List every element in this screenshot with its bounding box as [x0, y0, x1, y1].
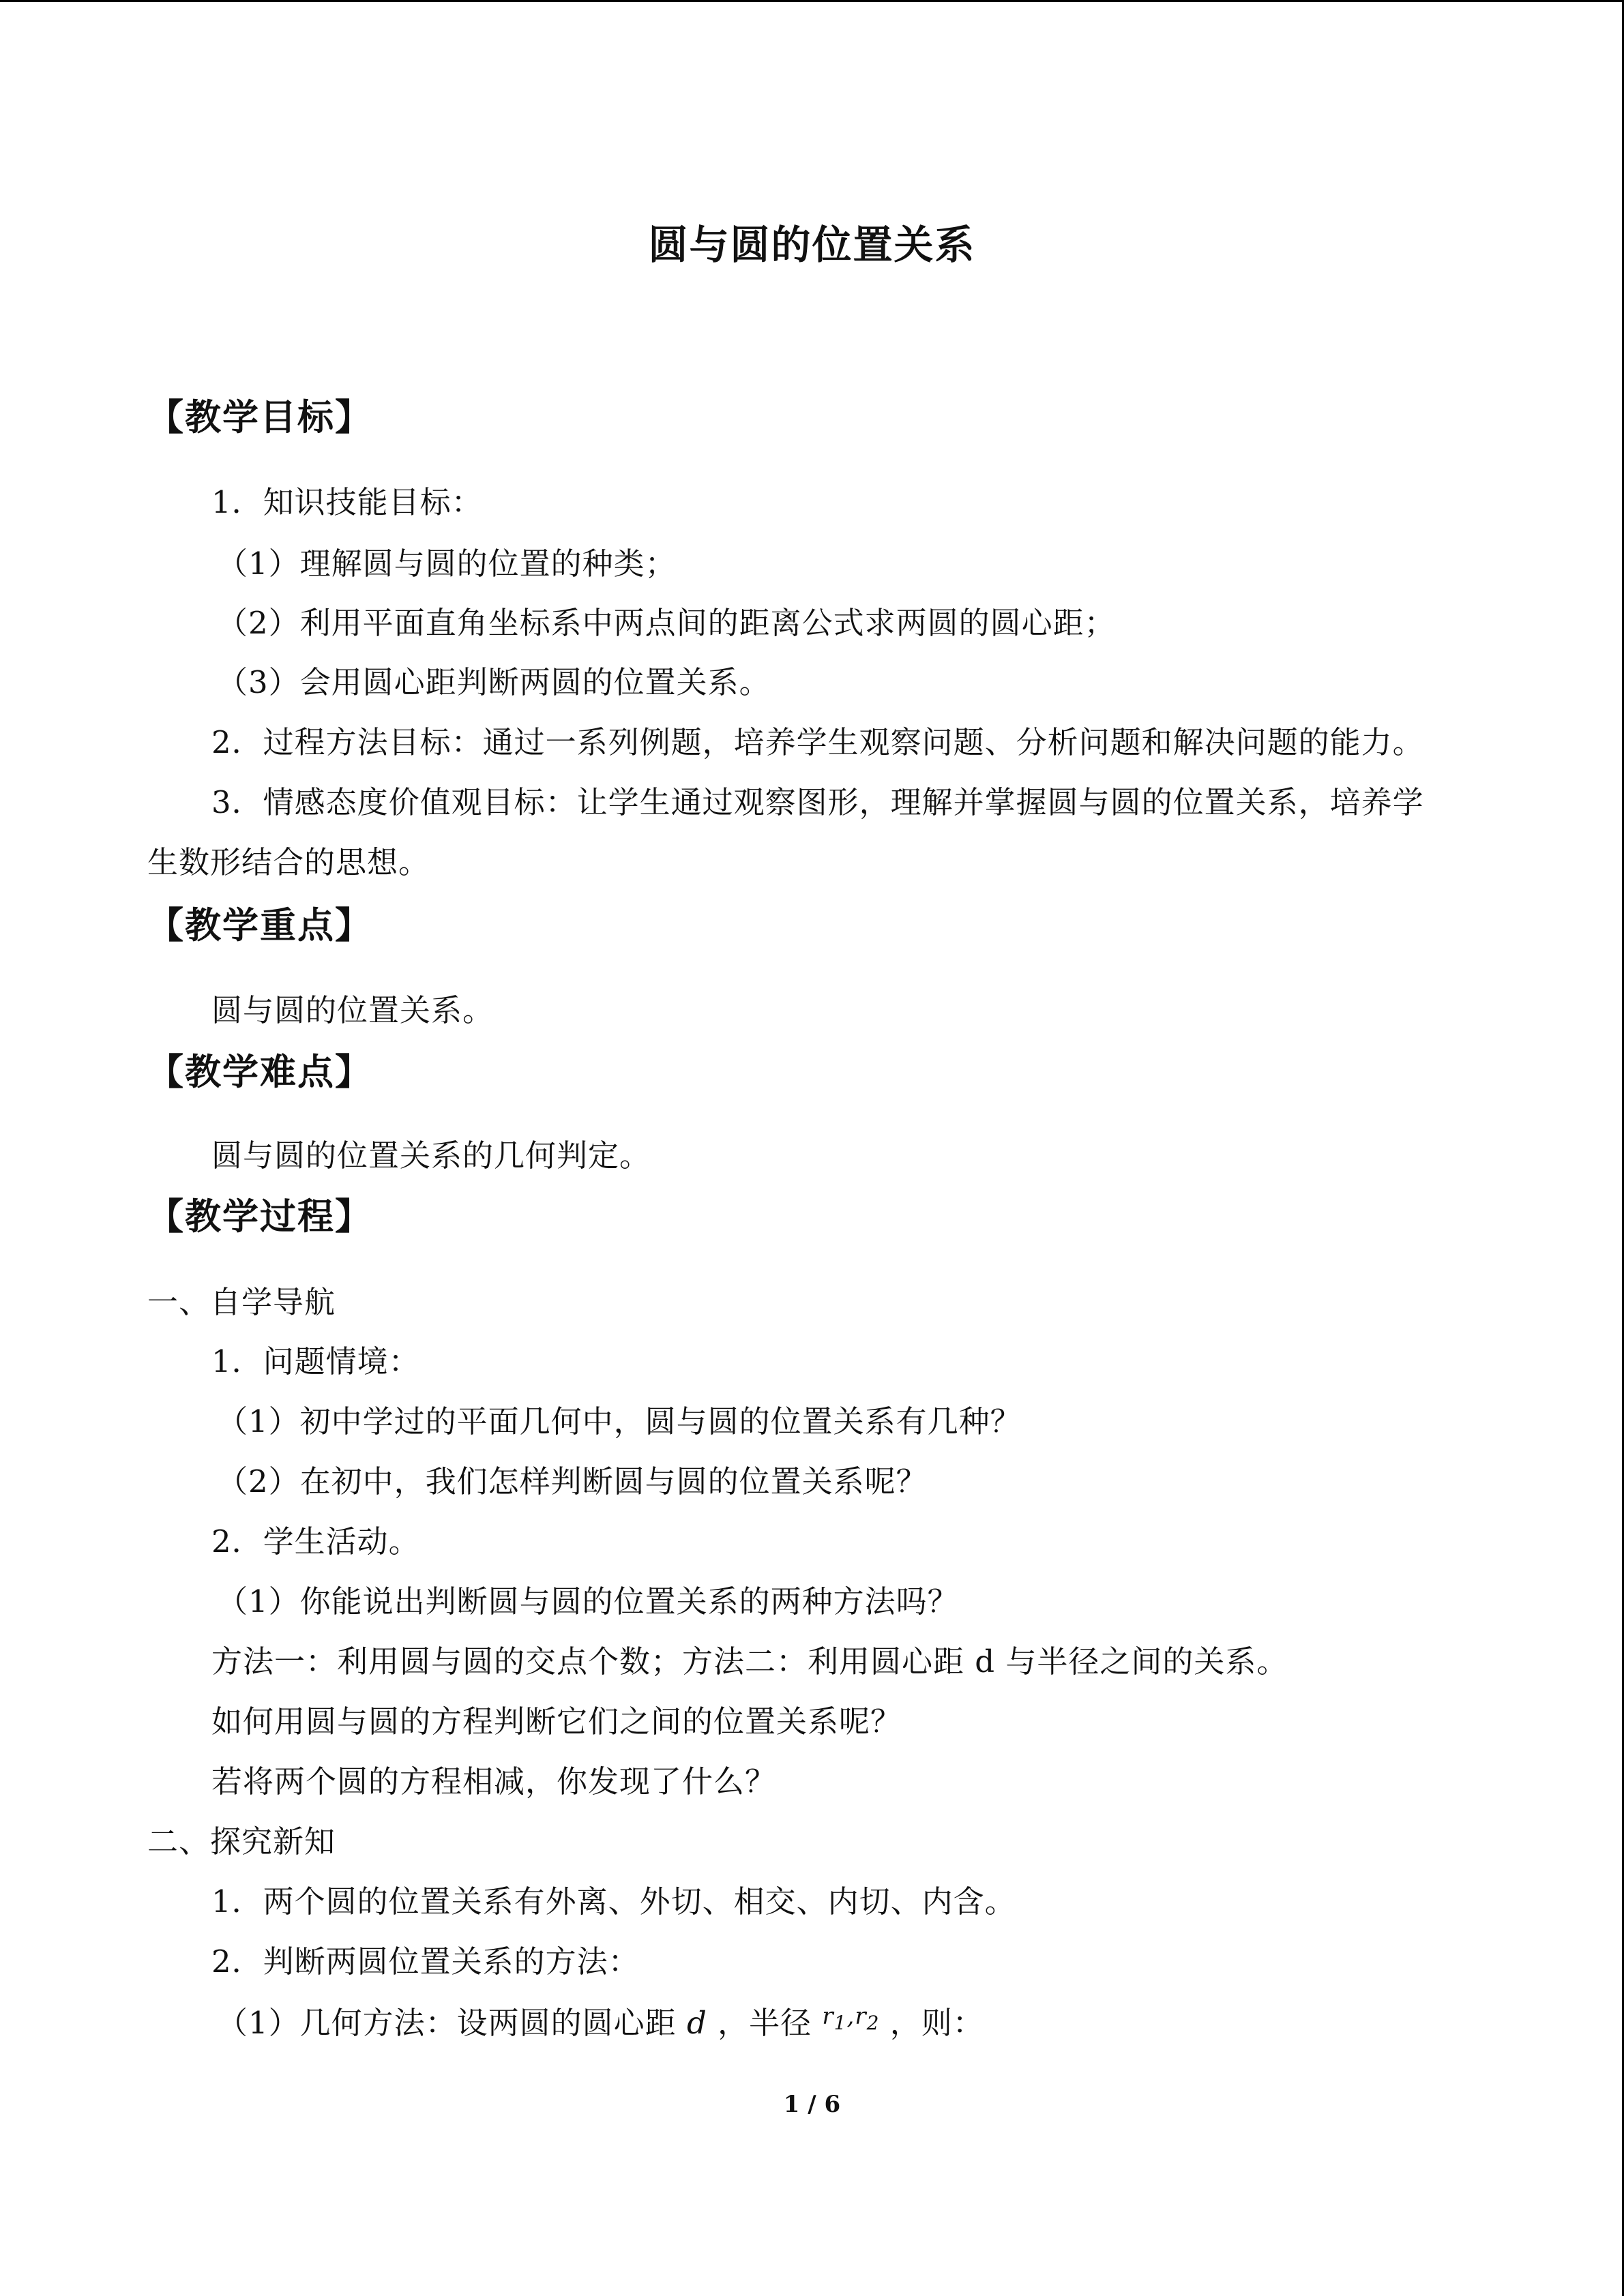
- goal-line: 生数形结合的思想。: [147, 844, 430, 880]
- process-line: 一、自学导航: [147, 1284, 336, 1320]
- process-line: （2）在初中，我们怎样判断圆与圆的位置关系呢？: [217, 1463, 928, 1500]
- process-line: （1）你能说出判断圆与圆的位置关系的两种方法吗？: [217, 1583, 959, 1620]
- goal-line: （1）理解圆与圆的位置的种类；: [217, 546, 677, 582]
- goal-line: 2．过程方法目标：通过一系列例题，培养学生观察问题、分析问题和解决问题的能力。: [211, 724, 1424, 760]
- radius-r2: r: [855, 2003, 867, 2030]
- distance-symbol: d: [686, 2005, 707, 2041]
- goal-line: 3．情感态度价值观目标：让学生通过观察图形，理解并掌握圆与圆的位置关系，培养学: [211, 784, 1424, 820]
- process-line: 2．学生活动。: [211, 1523, 420, 1560]
- process-line: 二、探究新知: [147, 1823, 336, 1860]
- page-title: 圆与圆的位置关系: [648, 222, 976, 268]
- page-number: 1 / 6: [783, 2091, 841, 2118]
- geometry-method-prefix: （1）几何方法：设两圆的圆心距: [217, 2005, 677, 2041]
- radius-r1: r: [822, 2003, 834, 2030]
- heading-goals: 【教学目标】: [147, 396, 372, 438]
- geometry-method-suffix: ，则：: [889, 2005, 984, 2041]
- process-line: 1．两个圆的位置关系有外离、外切、相交、内切、内含。: [211, 1883, 1016, 1920]
- process-line: 方法一：利用圆与圆的交点个数；方法二：利用圆心距 d 与半径之间的关系。: [211, 1643, 1288, 1680]
- goal-line: 1．知识技能目标：: [211, 484, 483, 520]
- process-line: 2．判断两圆位置关系的方法：: [211, 1943, 640, 1980]
- geometry-method-line: [217, 1998, 984, 2042]
- radius-sub2: 2: [866, 2012, 880, 2034]
- heading-process: 【教学过程】: [147, 1195, 372, 1238]
- heading-key-points: 【教学重点】: [147, 904, 372, 946]
- process-line: 1．问题情境：: [211, 1343, 420, 1380]
- radius-symbols: [822, 2003, 880, 2034]
- radius-comma: ,: [846, 2003, 855, 2030]
- process-line: 若将两个圆的方程相减，你发现了什么？: [211, 1763, 777, 1800]
- difficulty-text: 圆与圆的位置关系的几何判定。: [211, 1137, 651, 1174]
- heading-difficulties: 【教学难点】: [147, 1051, 372, 1093]
- page-border-top: [0, 0, 1624, 2]
- key-point-text: 圆与圆的位置关系。: [211, 992, 494, 1028]
- goal-line: （2）利用平面直角坐标系中两点间的距离公式求两圆的圆心距；: [217, 605, 1116, 641]
- geometry-method-mid: ，半径: [718, 2005, 812, 2041]
- radius-sub1: 1: [833, 2012, 847, 2034]
- process-line: 如何用圆与圆的方程判断它们之间的位置关系呢？: [211, 1703, 902, 1740]
- process-line: （1）初中学过的平面几何中，圆与圆的位置关系有几种？: [217, 1403, 1022, 1440]
- goal-line: （3）会用圆心距判断两圆的位置关系。: [217, 664, 771, 700]
